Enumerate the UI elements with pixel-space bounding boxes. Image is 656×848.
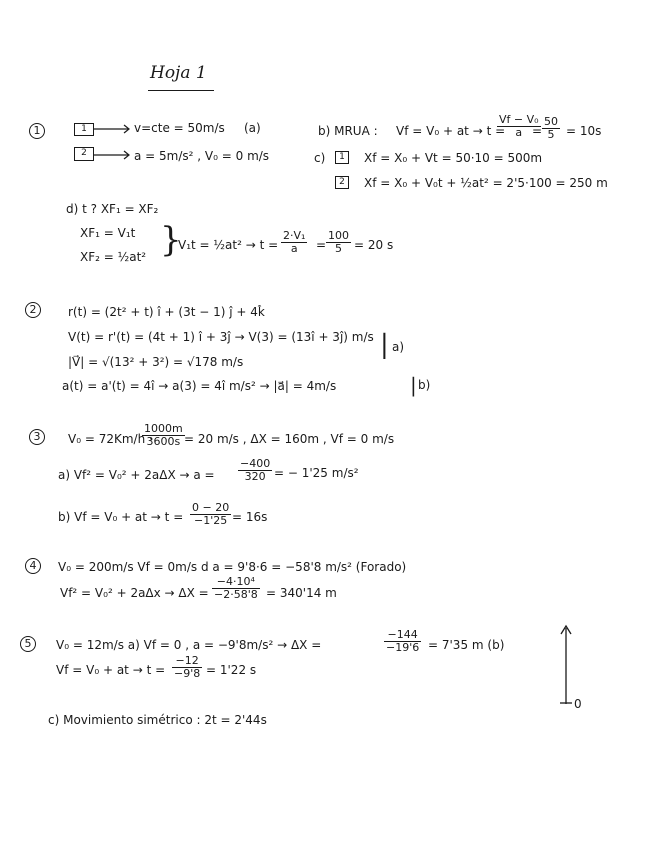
p4-frac-num: −4·10⁴ [212, 576, 260, 589]
p1-d-brace-text: V₁t = ½at² → t = [178, 238, 279, 252]
p2-line1: r(t) = (2t² + t) î + (3t − 1) ĵ + 4k̂ [68, 305, 265, 319]
p3-b-result: = 16s [232, 510, 268, 524]
p1-line1: v=cte = 50m/s [134, 121, 225, 135]
p5-axis-label: 0 [574, 697, 582, 711]
p1-tag-a: (a) [244, 121, 261, 135]
case-box-2: 2 [74, 147, 94, 161]
p1-c-box-1: 1 [335, 151, 349, 164]
p1-c-box-2: 2 [335, 176, 349, 189]
p3-a-eq: a) Vf² = V₀² + 2aΔX → a = [58, 468, 215, 482]
p5-frac2-num: −12 [172, 655, 202, 668]
p1-d-frac1-num: 2·V₁ [283, 229, 306, 242]
p1-c-line1: Xf = X₀ + Vt = 50·10 = 500m [364, 151, 543, 165]
p4-line2-b: = 340'14 m [266, 586, 337, 600]
p1-d-eq1: XF₁ = V₁t [80, 226, 136, 240]
p1-b-eq2: = [532, 124, 543, 138]
p3-a-frac-num: −400 [240, 457, 271, 470]
p2-brace-a: | [380, 330, 389, 360]
p1-b-frac1-num: Vf − V₀ [499, 113, 539, 126]
p3-b-eq: b) Vf = V₀ + at → t = [58, 510, 184, 524]
p1-d-brace: } [160, 220, 182, 260]
problem-number-3: 3 [29, 429, 45, 445]
p5-c-line: c) Movimiento simétrico : 2t = 2'44s [48, 713, 267, 727]
p1-b-eq: Vf = V₀ + at → t = [396, 124, 506, 138]
p3-conv-frac-den: 3600s [146, 435, 181, 448]
problem-number-5: 5 [20, 636, 36, 652]
p1-c-line2: Xf = X₀ + V₀t + ½at² = 2'5·100 = 250 m [364, 176, 608, 190]
p1-d-result: = 20 s [354, 238, 394, 252]
page-title: Hoja 1 [150, 63, 207, 83]
p1-b-label: b) MRUA : [318, 124, 378, 138]
p2-tag-b: b) [418, 378, 431, 392]
p1-c-label: c) [314, 151, 326, 165]
p1-b-frac2-den: 5 [547, 128, 555, 141]
case-box-1: 1 [74, 123, 94, 136]
p5-frac2-den: −9'8 [174, 667, 201, 680]
p3-a-result: = − 1'25 m/s² [274, 466, 359, 480]
p5-line2-b: = 1'22 s [206, 663, 257, 677]
problem-number-2: 2 [25, 302, 41, 318]
p5-line1-b: = 7'35 m (b) [428, 638, 505, 652]
p4-line2-a: Vf² = V₀² + 2aΔx → ΔX = [60, 586, 209, 600]
p1-d-frac2-den: 5 [335, 242, 342, 255]
p1-d-eq2: XF₂ = ½at² [80, 250, 147, 264]
p3-line1-a: V₀ = 72Km/h · [68, 432, 153, 446]
p1-b-frac2-num: 50 [544, 115, 558, 128]
p2-tag-a: a) [392, 340, 405, 354]
p3-b-frac-den: −1'25 [193, 514, 228, 527]
p2-line4: a(t) = a'(t) = 4î → a(3) = 4î m/s² → |a⃗| = 4m/s [62, 379, 337, 393]
p1-d-frac1-den: a [290, 242, 298, 255]
p1-d-label: d) t ? XF₁ = XF₂ [66, 202, 159, 216]
p4-frac-den: −2·58'8 [214, 588, 258, 601]
p3-conv-frac-num: 1000m [144, 422, 183, 435]
p3-a-frac-den: 320 [244, 470, 266, 483]
p1-line2: a = 5m/s² , V₀ = 0 m/s [134, 149, 270, 163]
p1-b-result: = 10s [566, 124, 602, 138]
p2-brace-b: | [410, 373, 417, 397]
p5-line2-a: Vf = V₀ + at → t = [56, 663, 166, 677]
p4-line1: V₀ = 200m/s Vf = 0m/s d a = 9'8·6 = −58'8 m/s² (Forado) [58, 560, 407, 574]
p3-b-frac-num: 0 − 20 [192, 501, 230, 514]
p5-line1-a: V₀ = 12m/s a) Vf = 0 , a = −9'8m/s² → ΔX = [56, 638, 322, 652]
p5-frac-num: −144 [384, 629, 421, 642]
problem-number-4: 4 [25, 558, 41, 574]
problem-number-1: 1 [29, 123, 45, 139]
p1-d-eq-mid: = [316, 238, 327, 252]
p2-line3: |V⃗| = √(13² + 3²) = √178 m/s [68, 355, 244, 369]
p1-d-frac2-num: 100 [328, 229, 349, 242]
p3-line1-b: = 20 m/s , ΔX = 160m , Vf = 0 m/s [184, 432, 395, 446]
p5-frac-den: −19'6 [386, 641, 420, 654]
p2-line2: V(t) = r'(t) = (4t + 1) î + 3ĵ → V(3) = (13î + 3ĵ) m/s [68, 330, 374, 344]
p1-b-frac1-den: a [515, 126, 523, 139]
